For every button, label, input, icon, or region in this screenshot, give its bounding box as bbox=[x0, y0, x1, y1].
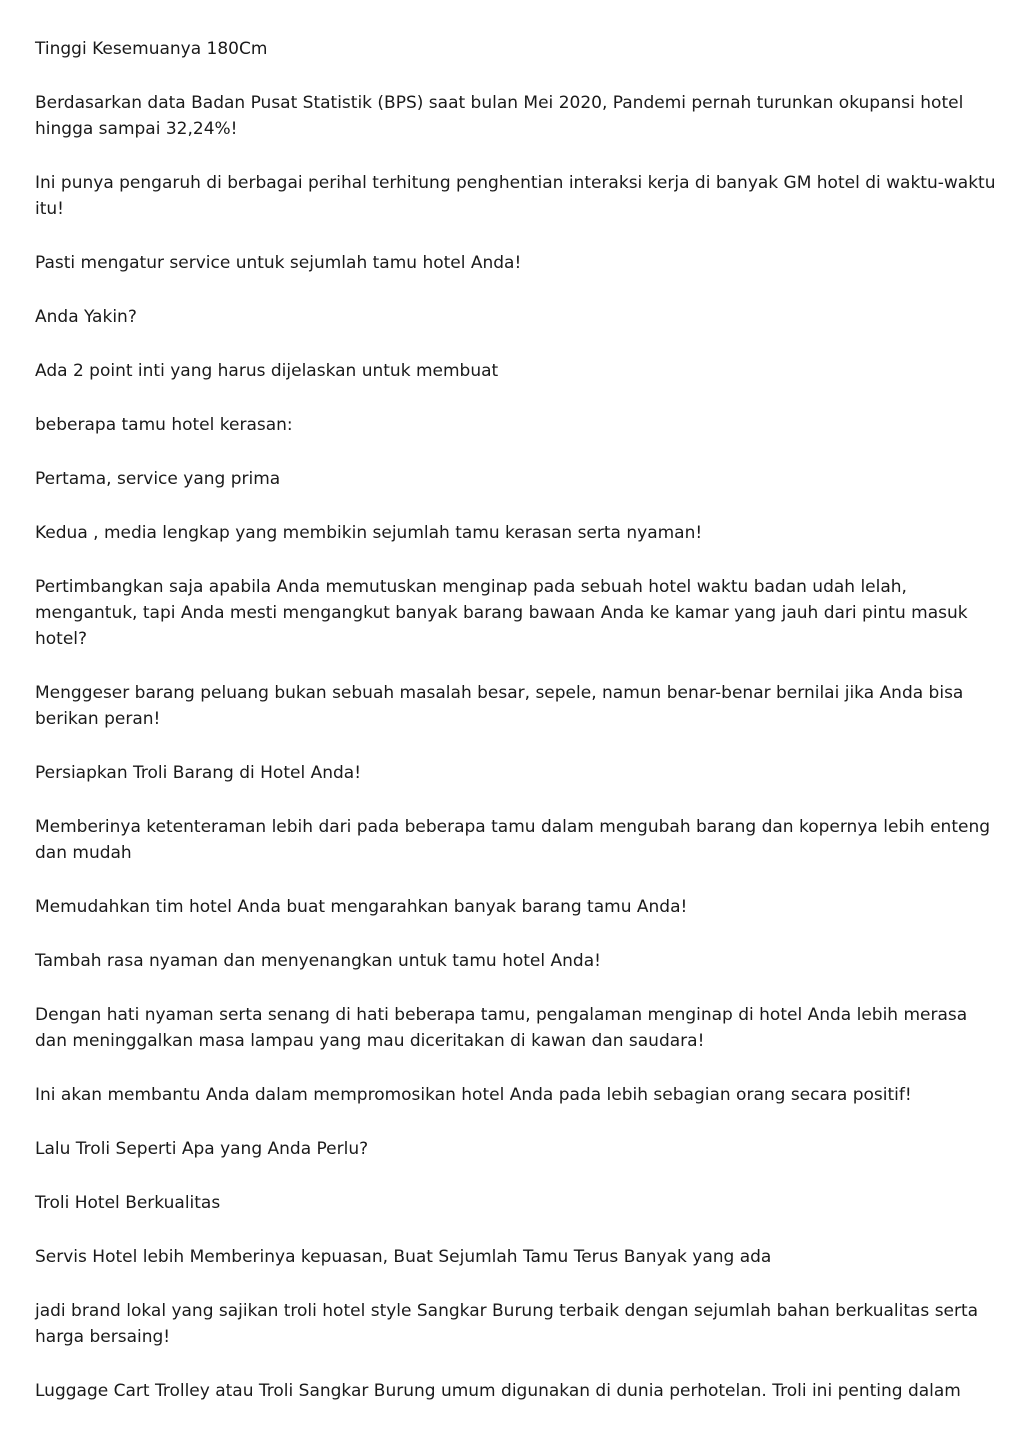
paragraph-influence: Ini punya pengaruh di berbagai perihal terhitung penghentian interaksi kerja di banyak GM hotel di waktu-waktu itu! bbox=[35, 173, 996, 219]
paragraph-luggage-cart: Luggage Cart Trolley atau Troli Sangkar Burung umum digunakan di dunia perhotelan. Troli ini penting dalam bbox=[35, 1381, 961, 1401]
paragraph-service: Pasti mengatur service untuk sejumlah tamu hotel Anda! bbox=[35, 253, 522, 273]
paragraph-moving-goods: Menggeser barang peluang bukan sebuah masalah besar, sepele, namun benar-benar bernilai jika Anda bisa berikan peran! bbox=[35, 683, 964, 729]
paragraph-consider: Pertimbangkan saja apabila Anda memutuskan menginap pada sebuah hotel waktu badan udah lelah, mengantuk, tapi Anda mesti mengangkut banyak barang bawaan Anda ke kamar yang jauh dari pintu masuk hotel? bbox=[35, 577, 968, 649]
paragraph-bps-data: Berdasarkan data Badan Pusat Statistik (BPS) saat bulan Mei 2020, Pandemi pernah turunkan okupansi hotel hingga sampai 32,24%! bbox=[35, 93, 964, 139]
paragraph-hotel-service: Servis Hotel lebih Memberinya kepuasan, Buat Sejumlah Tamu Terus Banyak yang ada bbox=[35, 1247, 772, 1267]
paragraph-quality-trolley: Troli Hotel Berkualitas bbox=[35, 1193, 221, 1213]
paragraph-two-points: Ada 2 point inti yang harus dijelaskan untuk membuat bbox=[35, 361, 499, 381]
paragraph-guests: beberapa tamu hotel kerasan: bbox=[35, 415, 293, 435]
paragraph-prepare-trolley: Persiapkan Troli Barang di Hotel Anda! bbox=[35, 763, 362, 783]
paragraph-team: Memudahkan tim hotel Anda buat mengarahkan banyak barang tamu Anda! bbox=[35, 897, 688, 917]
paragraph-which-trolley: Lalu Troli Seperti Apa yang Anda Perlu? bbox=[35, 1139, 369, 1159]
paragraph-sure: Anda Yakin? bbox=[35, 307, 137, 327]
paragraph-height: Tinggi Kesemuanya 180Cm bbox=[35, 39, 268, 59]
paragraph-first: Pertama, service yang prima bbox=[35, 469, 281, 489]
paragraph-comfort: Memberinya ketenteraman lebih dari pada beberapa tamu dalam mengubah barang dan kopernya lebih enteng dan mudah bbox=[35, 817, 991, 863]
paragraph-experience: Dengan hati nyaman serta senang di hati beberapa tamu, pengalaman menginap di hotel Anda lebih merasa dan meninggalkan masa lampau yang mau diceritakan di kawan dan saudara! bbox=[35, 1005, 968, 1051]
paragraph-add-comfort: Tambah rasa nyaman dan menyenangkan untuk tamu hotel Anda! bbox=[35, 951, 601, 971]
document-body bbox=[35, 36, 997, 1432]
paragraph-promote: Ini akan membantu Anda dalam mempromosikan hotel Anda pada lebih sebagian orang secara positif! bbox=[35, 1085, 912, 1105]
paragraph-local-brand: jadi brand lokal yang sajikan troli hotel style Sangkar Burung terbaik dengan sejumlah bahan berkualitas serta harga bersaing! bbox=[35, 1301, 979, 1347]
paragraph-second: Kedua , media lengkap yang membikin sejumlah tamu kerasan serta nyaman! bbox=[35, 523, 703, 543]
